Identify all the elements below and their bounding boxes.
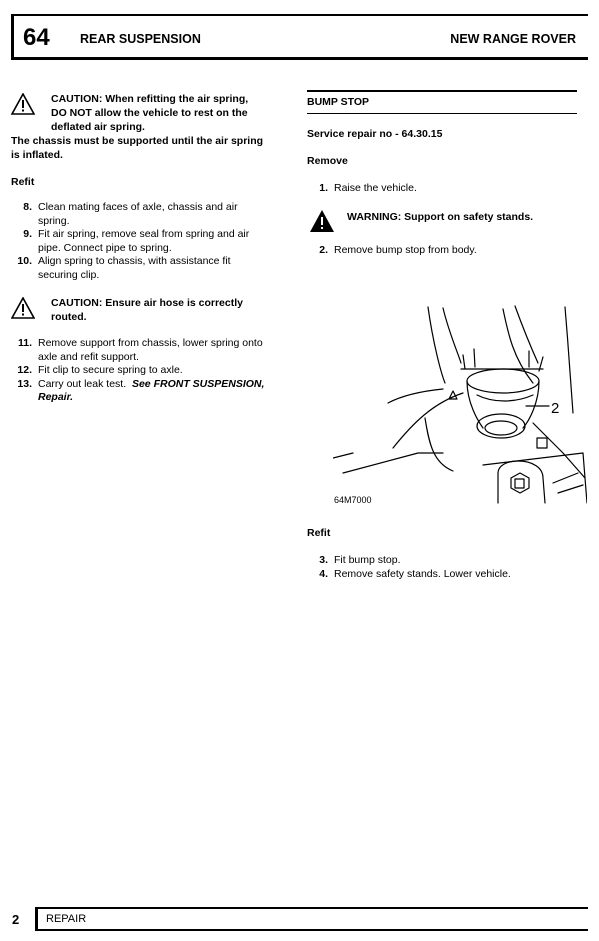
step-number: 11. [17,337,32,349]
step-line: axle and refit support. [38,350,139,363]
refit-heading: Refit [307,527,331,539]
step-item [11,378,283,405]
caution-line: CAUTION: When refitting the air spring, [51,93,249,105]
figure-code: 64M7000 [334,495,372,505]
step-number: 13. [17,377,32,390]
right-column [307,90,577,257]
page-footer [35,907,588,931]
caution-line: CAUTION: Ensure air hose is correctly [51,297,243,309]
step-number: 9. [23,228,32,240]
section-number: 64 [23,24,50,51]
step-item [11,364,283,378]
step-number: 3. [319,554,328,566]
cross-reference-link[interactable]: Repair. [38,391,74,403]
service-repair-number: Service repair no - 64.30.15 [307,128,443,140]
bump-stop-title: BUMP STOP [307,90,577,114]
warning-text: WARNING: Support on safety stands. [347,210,534,223]
step-number: 4. [319,567,328,580]
caution-air-hose [11,296,283,324]
step-line: pipe. Connect pipe to spring. [38,241,172,254]
caution-triangle-icon [11,297,35,319]
step-line: Raise the vehicle. [334,182,417,194]
step-item [307,244,577,258]
remove-heading: Remove [307,155,348,167]
step-item [307,568,577,582]
step-line: Remove safety stands. Lower vehicle. [334,567,511,580]
caution-air-spring [11,92,283,134]
refit-steps [11,201,283,282]
footer-label: REPAIR [46,913,87,925]
step-line: Clean mating faces of axle, chassis and air [38,201,238,213]
vehicle-name: NEW RANGE ROVER [450,32,576,46]
caution-triangle-icon [11,93,35,115]
step-item [11,337,283,364]
step-number: 10. [17,255,32,267]
step-number: 2. [319,243,328,256]
section-title: REAR SUSPENSION [80,32,201,46]
step-item [11,255,283,282]
step-line: Align spring to chassis, with assistance fit [38,255,231,267]
note-line: The chassis must be supported until the air spring [11,135,264,147]
bump-stop-illustration [333,303,587,509]
step-line: Remove support from chassis, lower spring onto [38,337,263,349]
cross-reference-link[interactable]: See FRONT SUSPENSION, [131,377,265,390]
step-text: Carry out leak test. [38,377,127,390]
left-column [11,92,283,405]
caution-line: DO NOT allow the vehicle to rest on the [51,107,248,119]
warning-safety-stands [307,210,577,238]
step-item [307,554,577,568]
caution-line: routed. [51,311,87,323]
step-line: Fit clip to secure spring to axle. [38,364,183,376]
step-item [11,228,283,255]
step-line: Fit bump stop. [334,554,401,566]
step-line: securing clip. [38,268,100,281]
step-number: 8. [23,201,32,213]
step-line: spring. [38,214,70,227]
step-item [11,201,283,228]
warning-triangle-icon [309,209,335,233]
step-line [38,378,283,392]
right-column-refit [307,527,577,581]
refit-steps-continued [11,337,283,405]
page-number: 2 [12,912,20,927]
step-number: 12. [17,364,32,376]
page-header [11,14,588,60]
step-item [307,182,577,196]
callout-number: 2 [551,400,560,417]
refit-heading: Refit [11,176,35,188]
step-line: Remove bump stop from body. [334,243,477,256]
note-line: is inflated. [11,149,63,161]
caution-line: deflated air spring. [51,121,145,133]
step-number: 1. [319,182,328,194]
chassis-note [11,134,283,162]
step-line: Fit air spring, remove seal from spring and air [38,228,250,240]
